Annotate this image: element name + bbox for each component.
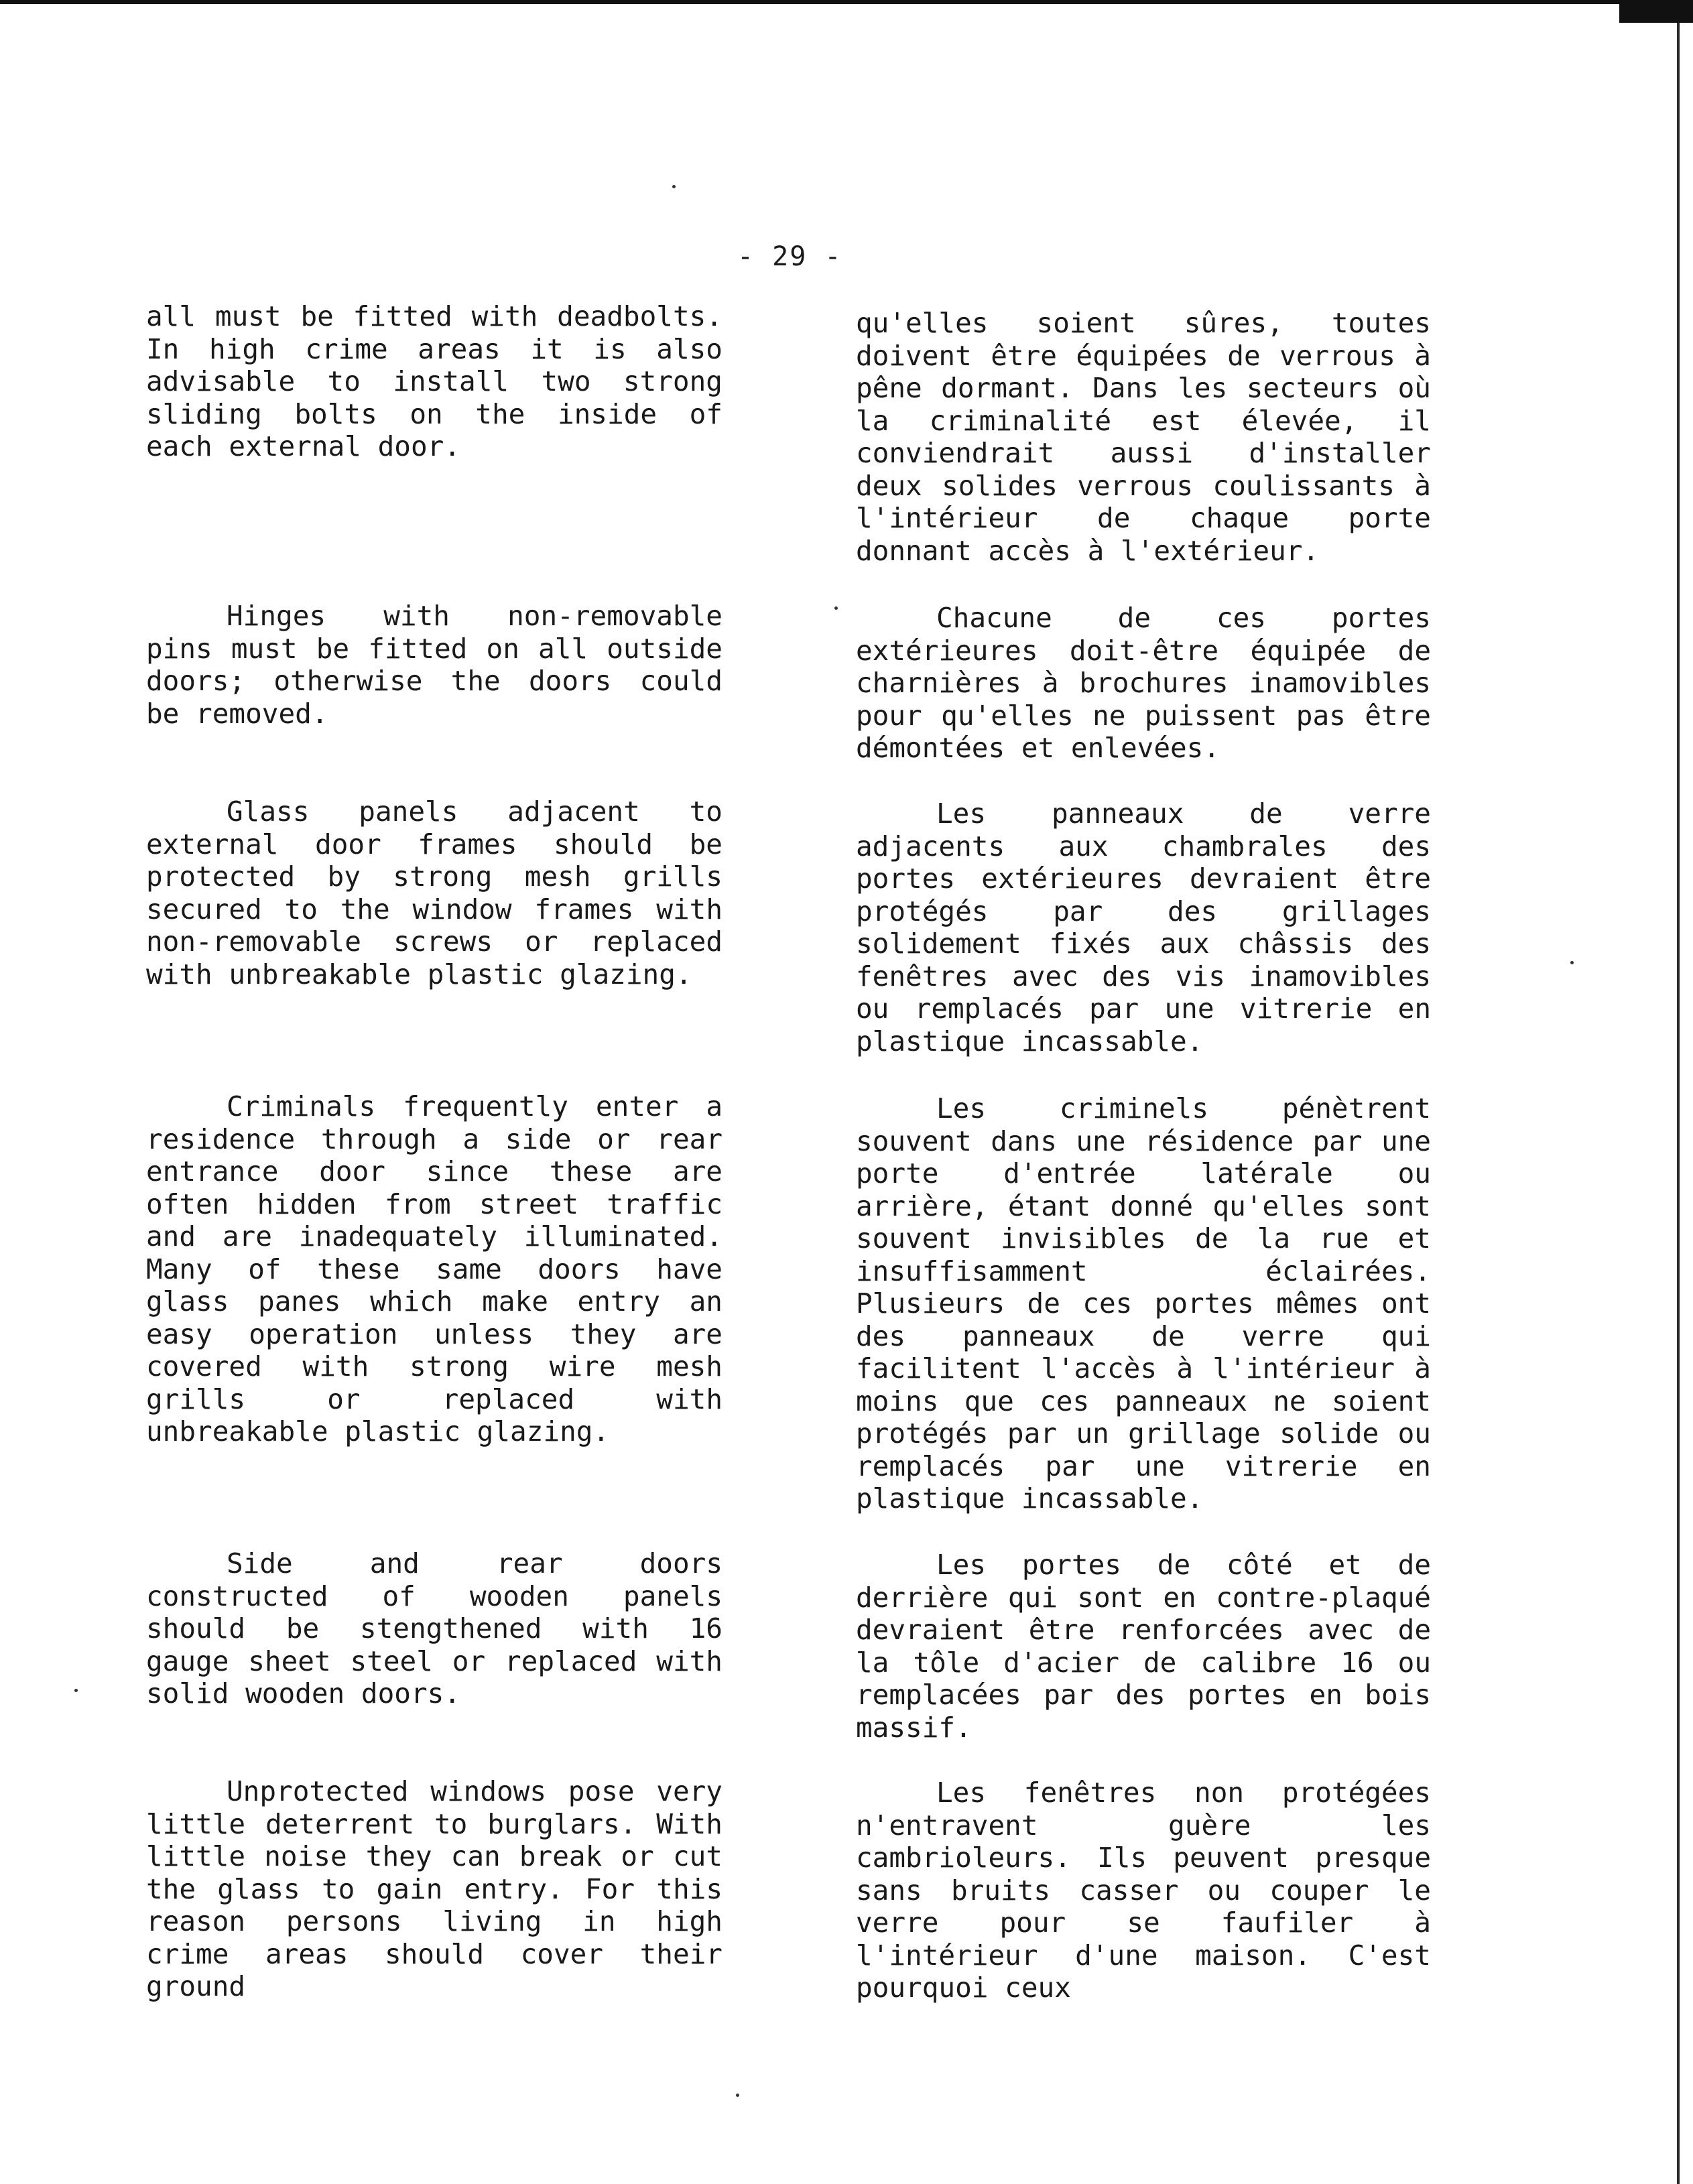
scan-speck — [74, 1689, 78, 1692]
top-right-scan-corner — [1619, 0, 1693, 23]
french-paragraph-4: Les criminels pénètrent souvent dans une résidence par une porte d'entrée latérale ou arrière, étant donné qu'elles sont souvent invisibles de la rue et insuffisamment éclairées. Plusieurs de ces portes mêmes ont des panneaux de verre qui facilitent l'accès à l'intérieur à moins que ces panneaux ne soient protégés par un grillage solide ou remplacés par une vitrerie en plastique incassable. — [856, 1092, 1431, 1515]
top-scan-border — [0, 0, 1693, 4]
english-paragraph-5: Side and rear doors constructed of wooden panels should be stengthened with 16 gauge sheet steel or replaced with solid wooden doors. — [146, 1547, 723, 1710]
english-paragraph-6: Unprotected windows pose very little deterrent to burglars. With little noise they can break or cut the glass to gain entry. For this reason persons living in high crime areas should cover their ground — [146, 1775, 723, 2002]
right-scan-border — [1677, 23, 1680, 2184]
english-paragraph-2: Hinges with non-removable pins must be fitted on all outside doors; otherwise the doors could be removed. — [146, 600, 723, 730]
french-paragraph-6: Les fenêtres non protégées n'entravent guère les cambrioleurs. Ils peuvent presque sans bruits casser ou couper le verre pour se faufiler à l'intérieur d'une maison. C'est pourquoi ceux — [856, 1777, 1431, 2004]
french-paragraph-3: Les panneaux de verre adjacents aux chambrales des portes extérieures devraient être protégés par des grillages solidement fixés aux châssis des fenêtres avec des vis inamovibles ou remplacés par une vitrerie en plastique incassable. — [856, 797, 1431, 1057]
scan-speck — [736, 2094, 739, 2097]
french-paragraph-1: qu'elles soient sûres, toutes doivent être équipées de verrous à pêne dormant. Dans les secteurs où la criminalité est élevée, il conviendrait aussi d'installer deux solides verrous coulissants à l'intérieur de chaque porte donnant accès à l'extérieur. — [856, 307, 1431, 567]
scan-speck — [672, 185, 676, 188]
english-paragraph-1: all must be fitted with deadbolts. In high crime areas it is also advisable to install two strong sliding bolts on the inside of each external door. — [146, 300, 723, 462]
english-paragraph-3: Glass panels adjacent to external door frames should be protected by strong mesh grills secured to the window frames with non-removable screws or replaced with unbreakable plastic glazing. — [146, 795, 723, 990]
scan-speck — [1570, 961, 1574, 964]
scan-speck — [834, 606, 838, 610]
french-paragraph-2: Chacune de ces portes extérieures doit-être équipée de charnières à brochures inamovibles pour qu'elles ne puissent pas être démontées et enlevées. — [856, 602, 1431, 764]
french-paragraph-5: Les portes de côté et de derrière qui sont en contre-plaqué devraient être renforcées avec de la tôle d'acier de calibre 16 ou remplacées par des portes en bois massif. — [856, 1549, 1431, 1744]
page-number: - 29 - — [737, 241, 842, 272]
english-paragraph-4: Criminals frequently enter a residence through a side or rear entrance door since these are often hidden from street traffic and are inadequately illuminated. Many of these same doors have glass panes which make entry an easy operation unless they are covered with strong wire mesh grills or replaced with unbreakable plastic glazing. — [146, 1090, 723, 1448]
